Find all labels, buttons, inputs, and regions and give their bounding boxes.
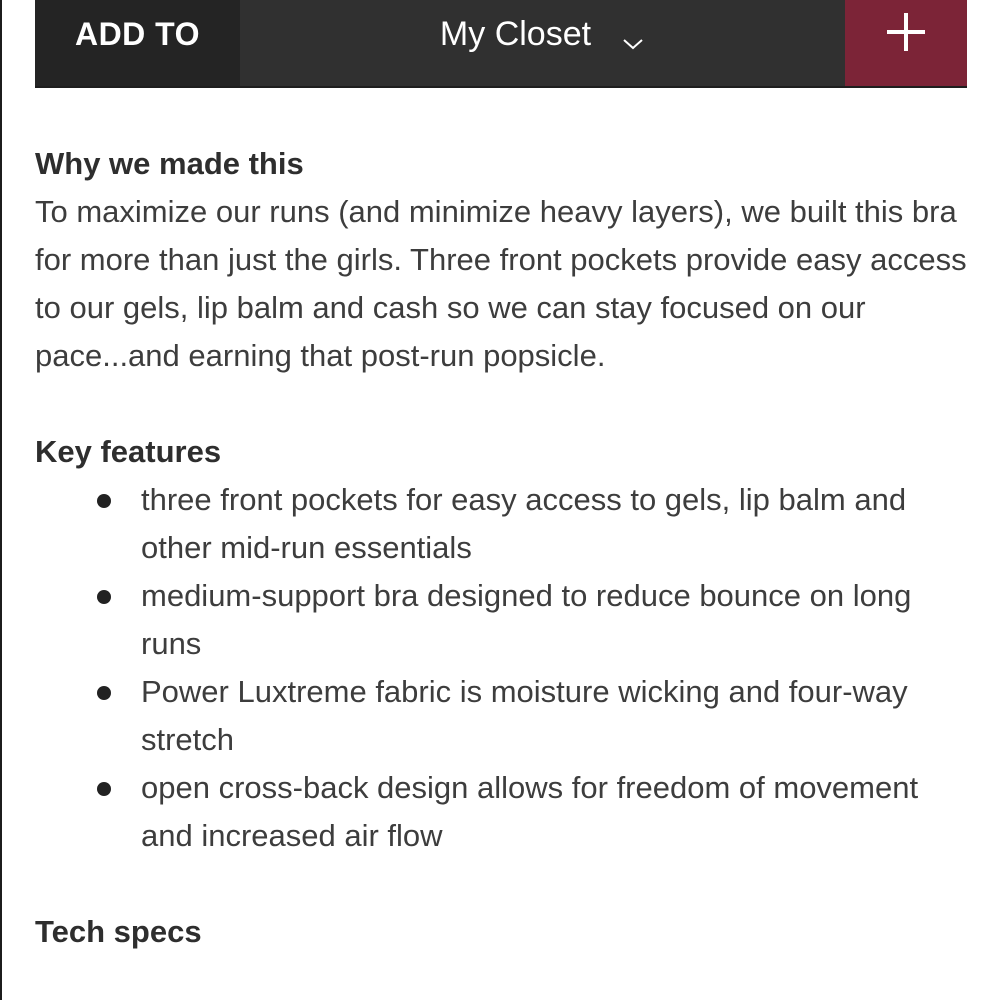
tech-specs-heading: Tech specs [35, 914, 202, 949]
feature-text: three front pockets for easy access to gels, lip balm and other mid-run essentials [141, 482, 907, 565]
bullet-icon [97, 686, 111, 700]
add-to-closet-bar [35, 0, 967, 88]
key-features-heading: Key features [35, 434, 222, 469]
chevron-down-icon [621, 22, 645, 38]
product-details [35, 140, 975, 956]
bullet-icon [97, 782, 111, 796]
feature-text: open cross-back design allows for freedom of movement and increased air flow [141, 770, 919, 853]
plus-icon [884, 10, 928, 59]
list-item [35, 476, 975, 572]
add-to-closet-button[interactable] [845, 0, 967, 86]
feature-text: medium-support bra designed to reduce bounce on long runs [141, 578, 912, 661]
closet-dropdown-value: My Closet [439, 14, 592, 53]
list-item [35, 764, 975, 860]
why-we-made-this-heading: Why we made this [35, 146, 304, 181]
feature-text: Power Luxtreme fabric is moisture wicking and four-way stretch [141, 674, 908, 757]
left-border [0, 0, 2, 1000]
list-item [35, 668, 975, 764]
bullet-icon [97, 494, 111, 508]
key-features-list [35, 476, 975, 860]
list-item [35, 572, 975, 668]
bullet-icon [97, 590, 111, 604]
why-we-made-this-text: To maximize our runs (and minimize heavy layers), we built this bra for more than just the girls. Three front pockets provide easy access to our gels, lip balm and cash so we can stay focused on our pace...and earning that post-run popsicle. [35, 194, 967, 373]
add-to-label: ADD TO [35, 0, 240, 86]
closet-dropdown[interactable] [240, 0, 845, 86]
